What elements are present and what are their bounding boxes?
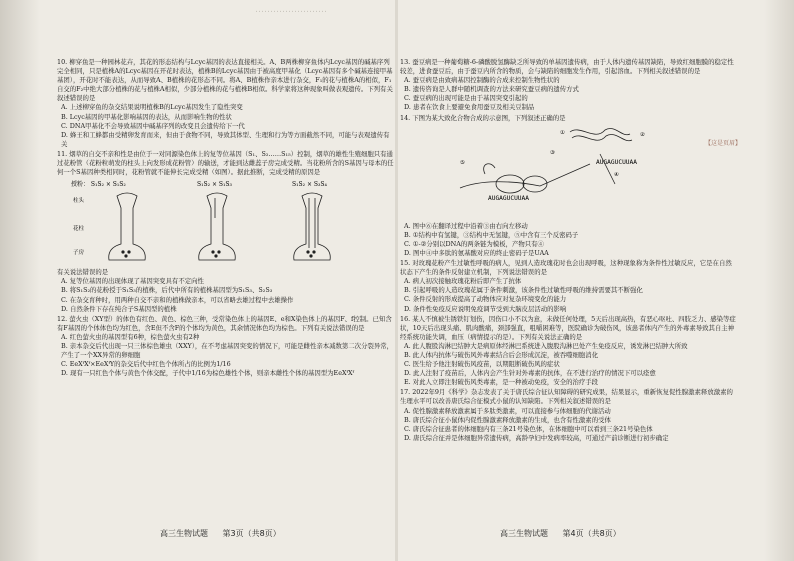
- question-13-option-b: B. 遗传咨询是人群中随机调查的方法来研究蚕豆病的遗传方式: [404, 85, 579, 94]
- cross-label-1: 授粉： S₁S₂ × S₁S₂: [71, 181, 126, 189]
- ovule: [214, 255, 217, 258]
- ovule: [121, 251, 124, 254]
- footer-right-page: 第4页（共8页）: [562, 529, 621, 538]
- ovule: [309, 255, 312, 258]
- pollination-figure: [57, 178, 394, 266]
- question-11-stem: 11. 烟草的自交不亲和性是由位于一对同源染色体上的复等位基因（S₁、S₂……S₁₅）控制，烟草的雄性生殖细胞只有通过花粉管（花粉粒萌发的柱头上向发形成花粉管）的输送，才能到达雌蕊子房完成受精。当花粉所含的S基因与母本的任何一个S基因种类相同时，花粉管就不能伸长完成受精（如图）。据此推断，完成受精的原因是: [57, 149, 394, 177]
- question-12-option-a: A. 红色萤火虫的基因型有6种，棕色萤火虫有2种: [61, 332, 200, 341]
- footer-left-page: 第3页（共8页）: [222, 529, 281, 538]
- margin-note: 【这是页眉】: [705, 140, 742, 147]
- question-12-option-d: D. 现有一只红色个体与黄色个体交配，子代中1/16为棕色雄性个体，则亲本雌性个体的基因型为EeXᶠXᶠ: [61, 369, 354, 378]
- question-16-option-d: D. 此人注射了疫苗后，人体内会产生针对外毒素的抗体，在不进行治疗的情况下可以痊愈: [404, 369, 656, 378]
- question-12: [57, 315, 394, 379]
- codon-sequence-top: AUGAGUCUUAA: [596, 158, 637, 166]
- question-17-option-c: C. 唐氏综合征患者的体细胞内有三条21号染色体，在体细胞中可以看到三条21号染色体: [404, 424, 653, 433]
- question-10-option-d: D. 蜂王和工蜂都由受精卵发育而来，但由于食物不同，导致其体型、生理和行为等方面截然不同，可能与表观遗传有关: [61, 130, 390, 148]
- question-17-option-b: B. 唐氏综合征小鼠体内促性腺激素释放激素的生成，也含有性激素的受体: [404, 415, 611, 424]
- question-11-option-d: D. 自然条件下存在纯合子S基因型的植株: [61, 304, 177, 313]
- footer-left: [160, 528, 281, 539]
- pollen-tube-long: [309, 198, 315, 248]
- trna: [484, 163, 495, 173]
- page-4: [400, 58, 737, 528]
- question-13-option-c: C. 蚕豆病的出现可能是由于基因突变引起的: [404, 94, 528, 103]
- question-10-option-c: C. DNA甲基化不会导致基因中碱基序列的改变且会遗传给下一代: [61, 121, 245, 130]
- footer-right: [500, 528, 621, 539]
- question-14-stem: 14. 下图为某大致化合物合成的示意图，下列叙述正确的是: [400, 113, 566, 122]
- question-15-stem: 15. 对玫瑰花粉产生过敏性呼吸的病人，见到人造玫瑰花时也会出现呼吸，这种现象称为条件性过敏反应，它是在自然状态下产生的条件反射建立机制，下列说法错误的是: [400, 259, 732, 277]
- question-16-option-e: E. 对此人立即注射破伤风类毒素，是一种被动免疫，安全的治疗手段: [404, 378, 599, 387]
- pollen-tube-diagram: [57, 178, 387, 266]
- pistil-2: [199, 193, 236, 260]
- question-11: [57, 150, 394, 314]
- ovule: [211, 251, 214, 254]
- question-16-stem: 16. 某人不慎被生锈铁钉划伤，因伤口小不以为意，未做任何处理，5天后出现高热，有恶心呕吐、四肢乏力、感染等症状，10天后出现头痛、肌肉酸痛，颈部强直，咀嚼困难等，医院确诊为破伤风，该患者体内产生的外毒素导致其自主神经系统功能失调，血压（病情提示的是）。下列有关说法正确的是: [400, 314, 736, 341]
- question-14-option-b: B. ①结构中有氢键，③结构中无氢键，⑤中含有三个反密码子: [404, 230, 579, 239]
- question-13-option-d: D. 患者在饮食上要避免食用蚕豆及相关豆制品: [404, 103, 535, 112]
- codon-sequence-bottom: AUGAGUCUUAA: [488, 194, 529, 202]
- page-fold: [395, 0, 398, 561]
- question-14-option-d: D. 图中④中多肽的氨基酸对应的终止密码子是UAA: [404, 248, 549, 257]
- question-13-stem: 13. 蚕豆病是一种葡萄糖-6-磷酸脱氢酶缺乏所导致的单基因遗传病，由于人体内遗传基因缺陷，导致红细胞膜的稳定性较差，进食蚕豆后，由于蚕豆内所含的物质，会与缺陷的细胞发生作用，引起溶血。下列相关叙述错误的是: [400, 58, 734, 76]
- question-16-option-c: C. 医生给予他注射破伤风疫苗，以期阻断破伤风的症状: [404, 360, 560, 369]
- footer-left-title: 高三生物试题: [160, 529, 208, 538]
- question-13-option-a: A. 蚕豆病是由致病基因控制酶的合成来控制生物性状的: [404, 76, 560, 85]
- label-circle-4: ④: [614, 171, 619, 178]
- label-circle-3: ③: [550, 149, 555, 156]
- label-circle-2: ②: [640, 131, 645, 138]
- question-11-option-b: B. 将S₁S₂的花粉授于S₁S₃的植株，后代中所有的植株基因型为S₁S₃、S₂S₃: [61, 286, 273, 295]
- ovule: [217, 251, 220, 254]
- question-17-option-d: D. 唐氏综合征并是体细胞异常遗传病，高龄孕妇中发病率较高，可通过产前诊断进行初步确定: [404, 433, 669, 442]
- footer-right-title: 高三生物试题: [500, 529, 548, 538]
- question-11-followup: 有关说法错误的是: [57, 268, 109, 277]
- question-13: [400, 58, 737, 113]
- question-11-option-a: A. 复等位基因的出现体现了基因突变具有不定向性: [61, 277, 204, 286]
- question-10-option-a: A. 上述柳穿鱼的杂交结果说明植株B的Lcyc基因发生了隐性突变: [61, 103, 243, 112]
- transcription-translation-diagram: [400, 124, 730, 220]
- question-16: [400, 315, 737, 388]
- question-10-option-b: B. Lcyc基因的甲基化影响基因的表达，从而影响生物的性状: [61, 112, 232, 121]
- scan-shadow-left: [0, 0, 40, 561]
- ribosome: [496, 175, 524, 193]
- question-10: [57, 58, 394, 149]
- question-15-option-a: A. 病人初次接触玫瑰花粉后即产生了抗体: [404, 277, 522, 286]
- mrna-strand: [460, 164, 590, 188]
- ovule: [312, 251, 315, 254]
- question-16-option-b: B. 此人体内抗体与破伤风外毒素结合后会形成沉淀，被吞噬细胞消化: [404, 350, 599, 359]
- question-14: [400, 114, 737, 258]
- question-16-option-a: A. 此人腹股沟淋巴结肿大是病原体经淋巴系统进入腹股沟淋巴处产生免疫反应，诱发淋巴结肿大所致: [404, 341, 688, 350]
- pistil-1: [109, 193, 146, 260]
- dna-helix: [570, 128, 630, 134]
- question-12-option-c: C. EeXᶠXᶠ×EeXᶠY的杂交后代中红色个体所占的比例为1/16: [61, 360, 231, 369]
- pistil-3: [294, 193, 331, 260]
- ovule: [124, 255, 127, 258]
- label-circle-1: ①: [560, 129, 565, 136]
- label-stigma: 柱头: [73, 198, 85, 205]
- question-17-option-a: A. 促性腺激素释放激素属于多肽类激素，可以直接参与体细胞的代谢活动: [404, 406, 611, 415]
- header-ghost-text: ……………………: [255, 5, 327, 15]
- question-15-option-b: B. 引起呼吸的人造玫瑰花属于条件刺激，该条件性过敏性呼吸的维持需要其不断强化: [404, 286, 643, 295]
- question-12-stem: 12. 萤火虫（XY型）的体色有红色、黄色、棕色三种，受常染色体上的基因E、e和X染色体上的基因F、f控制。已知含有F基因的个体体色均为红色，含E但不含F的个体均为黄色，其余情况体色均为棕色。下列有关说法错误的是: [57, 314, 392, 332]
- ovule: [127, 251, 130, 254]
- question-14-option-a: A. 图中⑥在翻译过程中沿着③由右向左移动: [404, 221, 528, 230]
- question-11-option-c: C. 在杂交育种时，用两种自交不亲和的植株做亲本，可以省略去雄过程中去雄操作: [61, 295, 294, 304]
- label-circle-5: ⑤: [460, 159, 465, 166]
- translation-figure: [400, 124, 737, 220]
- label-style: 花柱: [73, 226, 85, 233]
- question-17-stem: 17. 2022年9月《科学》杂志发表了关于唐氏综合征认知障碍的研究成果，结果显示，重新恢复促性腺激素释放激素的生理水平可以改善唐氏综合征模式小鼠的认知缺陷。下列相关叙述错误的是: [400, 388, 733, 406]
- ovule: [306, 251, 309, 254]
- question-10-stem: 10. 柳穿鱼是一种园林花卉，其花的形态结构与Lcyc基因的表达直接相关。A、B两株柳穿鱼体内Lcyc基因的碱基序列完全相同，只是植株A的Lcyc基因在开花时表达，植株B的Lcyc基因由于被高度甲基化（Lcyc基因有多个碱基连接甲基基团），开花时不能表达，从而导致A、B植株的花形态不同。将A、B植株作亲本进行杂交，F₁的花与植株A的相似，F₁自交的F₂中绝大部分植株的花与植株A相似，少部分植株的花与植株B相似。科学家将这种现象叫做表观遗传。下列有关叙述错误的是: [57, 58, 393, 103]
- question-12-option-b: B. 亲本杂交后代出现一只三体棕色雄虫（XXY），在不考虑基因突变的情况下，可能是雌性亲本减数第二次分裂异常，产生了一个XX异常的卵细胞: [61, 341, 394, 360]
- page-3: [57, 58, 394, 528]
- scan-shadow-right: [764, 0, 794, 561]
- label-ovary: 子房: [73, 250, 85, 257]
- question-17: [400, 388, 737, 443]
- question-15-option-c: C. 条件反射的形成提高了动物体应对复杂环境变化的能力: [404, 295, 567, 304]
- question-14-option-c: C. ①-②分别以DNA的两条链为模板，产物只有④: [404, 239, 544, 248]
- cross-label-2: S₁S₂ × S₁S₃: [197, 181, 232, 189]
- cross-label-3: S₁S₂ × S₃S₄: [292, 181, 327, 189]
- question-15: [400, 259, 737, 314]
- dna-helix-strand: [572, 134, 632, 140]
- question-15-option-d: D. 条件性免疫反应说明免疫调节受到大脑皮层活动的影响: [404, 304, 567, 313]
